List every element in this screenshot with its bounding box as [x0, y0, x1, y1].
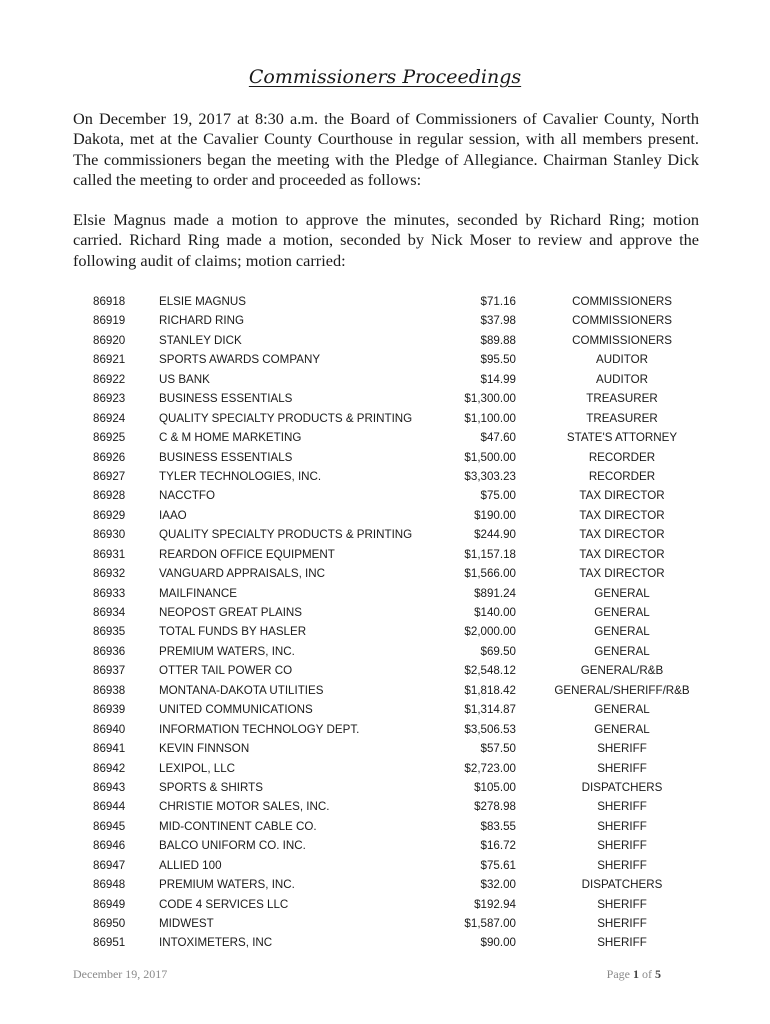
table-row	[0, 661, 770, 680]
department: AUDITOR	[596, 353, 648, 367]
claim-number: 86918	[93, 295, 126, 308]
table-row	[0, 914, 770, 933]
department: TREASURER	[586, 392, 658, 406]
table-row	[0, 389, 770, 408]
claim-amount: $3,303.23	[464, 469, 516, 483]
table-row	[0, 448, 770, 467]
vendor-name: INFORMATION TECHNOLOGY DEPT.	[159, 722, 360, 736]
footer-page-number	[607, 967, 661, 982]
claim-number: 86940	[93, 722, 126, 736]
table-row	[0, 331, 770, 350]
department: GENERAL	[594, 703, 650, 717]
department: SHERIFF	[597, 917, 647, 930]
table-row	[0, 350, 770, 369]
claim-amount: $1,314.87	[464, 703, 516, 717]
table-row	[0, 311, 770, 330]
claim-number: 86928	[93, 489, 126, 503]
table-row	[0, 797, 770, 816]
table-row	[0, 720, 770, 739]
claim-number: 86935	[93, 625, 126, 639]
vendor-name: BUSINESS ESSENTIALS	[159, 392, 293, 406]
table-row	[0, 486, 770, 505]
table-row	[0, 856, 770, 875]
table-row	[0, 564, 770, 583]
department: COMMISSIONERS	[572, 333, 672, 347]
claim-number: 86923	[93, 392, 126, 406]
table-row	[0, 642, 770, 661]
department: STATE'S ATTORNEY	[566, 431, 678, 445]
claim-number: 86924	[93, 411, 126, 425]
department: GENERAL	[594, 722, 650, 736]
claim-amount: $14.99	[480, 372, 516, 386]
vendor-name: KEVIN FINNSON	[159, 742, 250, 756]
department: SHERIFF	[597, 761, 647, 775]
table-row	[0, 700, 770, 719]
claim-amount: $2,000.00	[464, 625, 516, 639]
vendor-name: RICHARD RING	[159, 314, 245, 328]
claim-amount: $1,157.18	[464, 547, 516, 561]
claim-number: 86926	[93, 450, 126, 464]
vendor-name: PREMIUM WATERS, INC.	[159, 644, 295, 658]
vendor-name: BALCO UNIFORM CO. INC.	[159, 839, 306, 853]
footer-date: December 19, 2017	[73, 967, 168, 981]
motion-paragraph: Elsie Magnus made a motion to approve the minutes, seconded by Richard Ring; motion carried. Richard Ring made a motion, seconded by Nick Moser to review and approve the following audit of claims; motion carried:	[73, 210, 699, 270]
claim-number: 86921	[93, 353, 126, 367]
claim-number: 86925	[93, 431, 126, 445]
claim-amount: $71.16	[480, 295, 516, 308]
claim-number: 86934	[93, 606, 126, 619]
department: SHERIFF	[597, 819, 647, 833]
claim-amount: $278.98	[474, 800, 516, 814]
table-row	[0, 292, 770, 311]
document-title: Commissioners Proceedings	[248, 66, 522, 88]
claim-number: 86947	[93, 858, 126, 872]
table-row	[0, 759, 770, 778]
table-row	[0, 370, 770, 389]
table-row	[0, 467, 770, 486]
department: GENERAL	[594, 586, 650, 600]
vendor-name: PREMIUM WATERS, INC.	[159, 878, 295, 892]
vendor-name: OTTER TAIL POWER CO	[159, 664, 293, 678]
claim-number: 86930	[93, 528, 126, 542]
table-row	[0, 895, 770, 914]
department: GENERAL	[594, 606, 650, 619]
vendor-name: NEOPOST GREAT PLAINS	[159, 606, 303, 619]
claim-amount: $244.90	[474, 528, 516, 542]
vendor-name: US BANK	[159, 372, 210, 386]
vendor-name: NACCTFO	[159, 489, 216, 503]
claim-amount: $89.88	[480, 333, 516, 347]
vendor-name: BUSINESS ESSENTIALS	[159, 450, 293, 464]
table-row	[0, 584, 770, 603]
vendor-name: CHRISTIE MOTOR SALES, INC.	[159, 800, 330, 814]
vendor-name: MIDWEST	[159, 917, 214, 930]
claim-amount: $3,506.53	[464, 722, 516, 736]
claim-amount: $1,587.00	[464, 917, 516, 930]
claim-amount: $1,300.00	[464, 392, 516, 406]
claim-number: 86937	[93, 664, 126, 678]
table-row	[0, 545, 770, 564]
claim-amount: $2,548.12	[464, 664, 516, 678]
vendor-name: C & M HOME MARKETING	[159, 431, 302, 445]
vendor-name: IAAO	[159, 508, 187, 522]
department: RECORDER	[588, 469, 656, 483]
claim-number: 86942	[93, 761, 126, 775]
claim-amount: $1,818.42	[464, 683, 516, 697]
page-of: of	[642, 967, 652, 981]
department: AUDITOR	[596, 372, 648, 386]
claim-number: 86951	[93, 936, 126, 950]
claim-number: 86948	[93, 878, 126, 892]
opening-paragraph: On December 19, 2017 at 8:30 a.m. the Board of Commissioners of Cavalier County, North Dakota, met at the Cavalier County Courthouse in regular session, with all members present. The commissioners began the meeting with the Pledge of Allegiance. Chairman Stanley Dick called the meeting to order and proceeded as follows:	[73, 109, 699, 190]
claim-number: 86933	[93, 586, 126, 600]
department: SHERIFF	[597, 839, 647, 853]
page-total: 5	[655, 967, 661, 981]
table-row	[0, 525, 770, 544]
claim-amount: $140.00	[474, 606, 516, 619]
claim-amount: $69.50	[480, 644, 516, 658]
claim-number: 86938	[93, 683, 126, 697]
claim-amount: $75.61	[480, 858, 516, 872]
department: TAX DIRECTOR	[579, 508, 665, 522]
claim-number: 86939	[93, 703, 126, 717]
claim-amount: $83.55	[480, 819, 516, 833]
vendor-name: INTOXIMETERS, INC	[159, 936, 273, 950]
claim-amount: $105.00	[474, 780, 516, 794]
department: GENERAL/R&B	[580, 664, 664, 678]
vendor-name: ELSIE MAGNUS	[159, 295, 246, 308]
claim-amount: $95.50	[480, 353, 516, 367]
department: GENERAL/SHERIFF/R&B	[554, 683, 690, 697]
department: GENERAL	[594, 644, 650, 658]
claim-amount: $1,500.00	[464, 450, 516, 464]
claim-number: 86932	[93, 567, 126, 581]
claim-amount: $32.00	[480, 878, 516, 892]
table-row	[0, 836, 770, 855]
claim-number: 86943	[93, 780, 126, 794]
vendor-name: SPORTS AWARDS COMPANY	[159, 353, 321, 367]
claim-amount: $1,100.00	[464, 411, 516, 425]
table-row	[0, 622, 770, 641]
claim-number: 86931	[93, 547, 126, 561]
vendor-name: UNITED COMMUNICATIONS	[159, 703, 313, 717]
table-row	[0, 933, 770, 952]
claim-amount: $2,723.00	[464, 761, 516, 775]
claim-number: 86941	[93, 742, 126, 756]
vendor-name: MID-CONTINENT CABLE CO.	[159, 819, 317, 833]
vendor-name: ALLIED 100	[159, 858, 222, 872]
department: SHERIFF	[597, 936, 647, 950]
claim-number: 86950	[93, 917, 126, 930]
vendor-name: MONTANA-DAKOTA UTILITIES	[159, 683, 324, 697]
page-label: Page	[606, 967, 630, 981]
department: DISPATCHERS	[581, 878, 663, 892]
department: SHERIFF	[597, 742, 647, 756]
department: GENERAL	[594, 625, 650, 639]
department: TAX DIRECTOR	[579, 547, 665, 561]
claim-number: 86949	[93, 897, 126, 911]
claim-amount: $37.98	[480, 314, 516, 328]
claims-table	[0, 292, 770, 953]
claim-amount: $1,566.00	[464, 567, 516, 581]
table-row	[0, 817, 770, 836]
department: SHERIFF	[597, 858, 647, 872]
vendor-name: REARDON OFFICE EQUIPMENT	[159, 547, 335, 561]
claim-amount: $90.00	[480, 936, 516, 950]
department: TAX DIRECTOR	[579, 489, 665, 503]
vendor-name: LEXIPOL, LLC	[159, 761, 236, 775]
department: TREASURER	[586, 411, 658, 425]
claim-amount: $75.00	[480, 489, 516, 503]
claim-amount: $190.00	[474, 508, 516, 522]
vendor-name: MAILFINANCE	[159, 586, 237, 600]
department: SHERIFF	[597, 897, 647, 911]
table-row	[0, 778, 770, 797]
claim-number: 86944	[93, 800, 126, 814]
claim-amount: $891.24	[474, 586, 516, 600]
page-current: 1	[633, 967, 639, 981]
department: TAX DIRECTOR	[579, 528, 665, 542]
department: COMMISSIONERS	[572, 295, 672, 308]
vendor-name: STANLEY DICK	[159, 333, 242, 347]
claim-number: 86945	[93, 819, 126, 833]
vendor-name: TOTAL FUNDS BY HASLER	[159, 625, 307, 639]
vendor-name: QUALITY SPECIALTY PRODUCTS & PRINTING	[159, 528, 413, 542]
claim-amount: $47.60	[480, 431, 516, 445]
vendor-name: VANGUARD APPRAISALS, INC	[159, 567, 326, 581]
claim-number: 86946	[93, 839, 126, 853]
table-row	[0, 409, 770, 428]
claim-number: 86929	[93, 508, 126, 522]
claim-number: 86920	[93, 333, 126, 347]
department: COMMISSIONERS	[572, 314, 672, 328]
claim-number: 86919	[93, 314, 126, 328]
claim-amount: $192.94	[474, 897, 516, 911]
claim-amount: $16.72	[480, 839, 516, 853]
department: SHERIFF	[597, 800, 647, 814]
vendor-name: SPORTS & SHIRTS	[159, 780, 263, 794]
table-row	[0, 739, 770, 758]
claim-number: 86927	[93, 469, 126, 483]
claim-number: 86936	[93, 644, 126, 658]
claim-amount: $57.50	[480, 742, 516, 756]
department: DISPATCHERS	[581, 780, 663, 794]
vendor-name: TYLER TECHNOLOGIES, INC.	[159, 469, 322, 483]
claim-number: 86922	[93, 372, 126, 386]
table-row	[0, 875, 770, 894]
department: RECORDER	[588, 450, 656, 464]
table-row	[0, 428, 770, 447]
department: TAX DIRECTOR	[579, 567, 665, 581]
table-row	[0, 506, 770, 525]
table-row	[0, 603, 770, 622]
table-row	[0, 681, 770, 700]
vendor-name: CODE 4 SERVICES LLC	[159, 897, 289, 911]
vendor-name: QUALITY SPECIALTY PRODUCTS & PRINTING	[159, 411, 413, 425]
